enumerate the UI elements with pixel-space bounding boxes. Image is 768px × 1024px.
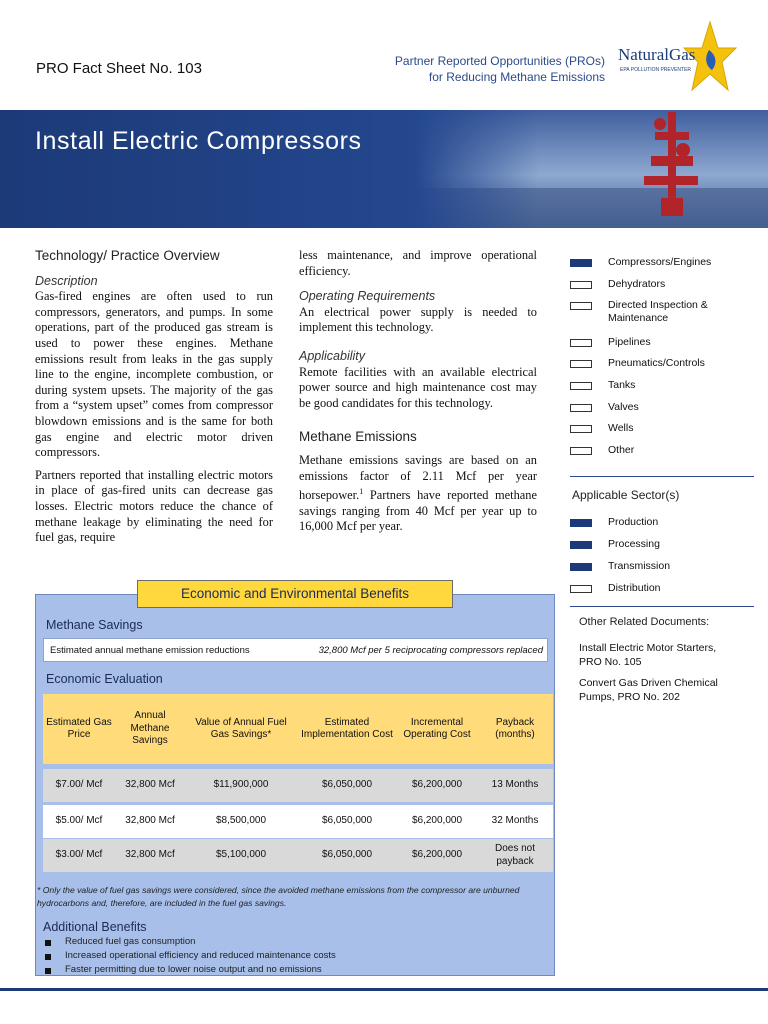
table-cell: $6,050,000 (321, 815, 373, 827)
additional-benefits-list (44, 935, 336, 977)
category-item-wells (570, 422, 633, 435)
sector-item-processing (570, 538, 660, 551)
table-cell: 13 Months (491, 779, 539, 791)
table-row (43, 805, 553, 838)
category-label: Pipelines (608, 336, 651, 348)
sectors-heading: Applicable Sector(s) (572, 488, 680, 502)
category-item-pipelines (570, 336, 651, 349)
checkbox-icon (570, 382, 592, 390)
category-label: Tanks (608, 379, 636, 391)
category-item-directed-inspection (570, 299, 738, 325)
related-document-link[interactable]: Convert Gas Driven Chemical Pumps, PRO No. 202 (579, 677, 718, 703)
title-banner (0, 110, 768, 228)
square-bullet-icon (44, 952, 52, 960)
sector-label: Transmission (608, 560, 671, 572)
column-header: Estimated Implementation Cost (301, 716, 393, 740)
checkbox-icon (570, 339, 592, 347)
operating-requirements-heading: Operating Requirements (299, 289, 436, 304)
overview-column-left (35, 248, 273, 546)
svg-text:EPA POLLUTION PREVENTER: EPA POLLUTION PREVENTER (620, 67, 692, 73)
economic-evaluation-heading: Economic Evaluation (46, 672, 163, 686)
table-cell: $6,200,000 (411, 849, 463, 861)
applicability-text: Remote facilities with an available electrical power source and high maintenance cost may be good candidates for this technology. (299, 364, 537, 410)
table-cell: $3.00/ Mcf (55, 849, 103, 861)
list-item-text: Reduced fuel gas consumption (65, 936, 196, 947)
methane-emissions-heading: Methane Emissions (299, 429, 417, 445)
column-header: Estimated Gas Price (46, 716, 112, 740)
list-item (44, 935, 336, 949)
program-title-line1: Partner Reported Opportunities (PROs) (394, 54, 605, 68)
table-cell: $6,200,000 (411, 815, 463, 827)
category-label: Dehydrators (608, 278, 666, 290)
divider (570, 476, 754, 477)
overview-column-middle (299, 248, 537, 535)
program-title (395, 53, 605, 85)
footer-rule (0, 988, 768, 991)
column-header: Payback (months) (495, 716, 535, 740)
table-cell: $5,100,000 (215, 849, 267, 861)
square-bullet-icon (44, 938, 52, 946)
list-item (44, 949, 336, 963)
description-paragraph-1: Gas-fired engines are often used to run compressors, generators, and pumps. In some operations, part of the produced gas stream is used to power these engines. Methane emissions result from leaks in the gas supply line to the engine, incomplete combustion, or during system upsets. The majority of the gas from a “system upset” comes from compressor blowdown emissions and is the same for both gas engine and electric motor driven compressors. (35, 289, 273, 460)
column-header: Value of Annual Fuel Gas Savings* (195, 716, 287, 740)
sector-label: Distribution (608, 582, 661, 594)
checkbox-icon (570, 302, 592, 310)
table-cell: $7.00/ Mcf (55, 779, 103, 791)
fact-sheet-number: PRO Fact Sheet No. 103 (36, 60, 202, 77)
overview-heading: Technology/ Practice Overview (35, 248, 220, 263)
list-item-text: Faster permitting due to lower noise output and no emissions (65, 964, 322, 975)
category-label: Compressors/Engines (608, 256, 712, 268)
related-documents-heading: Other Related Documents: (579, 616, 710, 628)
sector-item-distribution (570, 582, 661, 595)
sector-item-transmission (570, 560, 670, 573)
category-item-other (570, 444, 634, 457)
checkbox-icon (570, 585, 592, 593)
category-label: Wells (608, 422, 634, 434)
methane-emissions-text-a: Methane emissions savings are based on an emissions factor of 2.11 Mcf per year horsepower. (299, 452, 537, 503)
svg-text:NaturalGas: NaturalGas (618, 45, 696, 64)
table-cell: 32,800 Mcf (125, 779, 175, 791)
table-cell: 32,800 Mcf (125, 849, 175, 861)
benefits-title: Economic and Environmental Benefits (137, 580, 453, 608)
related-document-link[interactable]: Install Electric Motor Starters, PRO No. 105 (579, 642, 717, 668)
category-item-pneumatics (570, 357, 705, 370)
page-title: Install Electric Compressors (35, 127, 362, 155)
checkbox-icon (570, 281, 592, 289)
footnote-mark: 1 (359, 487, 364, 497)
square-bullet-icon (44, 966, 52, 974)
table-cell: Does not payback (494, 843, 536, 867)
savings-value: 32,800 Mcf per 5 reciprocating compressors replaced (318, 645, 543, 656)
table-cell: $6,200,000 (411, 779, 463, 791)
divider (570, 606, 754, 607)
description-continuation: less maintenance, and improve operational efficiency. (299, 248, 537, 278)
natural-gas-star-logo (614, 20, 738, 98)
category-label: Pneumatics/Controls (608, 357, 705, 369)
table-row (43, 839, 553, 872)
category-item-valves (570, 401, 639, 414)
category-item-dehydrators (570, 278, 665, 291)
category-label: Other (608, 444, 635, 456)
description-paragraph-2: Partners reported that installing electric motors in place of gas-fired units can decrease gas losses. Electric motors reduce the chance of methane leakage by eliminating the need for fuel gas, require (35, 467, 273, 545)
methane-emissions-text (299, 453, 537, 535)
table-cell: 32,800 Mcf (125, 815, 175, 827)
table-cell: $6,050,000 (321, 849, 373, 861)
savings-label: Estimated annual methane emission reductions (50, 645, 250, 656)
category-item-tanks (570, 379, 635, 392)
checkbox-icon (570, 259, 592, 267)
table-footnote: * Only the value of fuel gas savings were considered, since the avoided methane emissions from the compressor are unburned hydrocarbons and, therefore, are included in the fuel gas savings. (37, 885, 520, 908)
methane-emissions-text-b: Partners have reported methane savings ranging from 40 Mcf per year up to 16,000 Mcf per year. (299, 488, 537, 534)
category-label: Valves (608, 401, 639, 413)
table-cell: $6,050,000 (321, 779, 373, 791)
sector-label: Processing (608, 538, 660, 550)
table-cell: $5.00/ Mcf (55, 815, 103, 827)
column-header: Annual Methane Savings (130, 710, 170, 747)
category-label: Directed Inspection & Maintenance (608, 299, 708, 324)
table-cell: $11,900,000 (213, 779, 269, 791)
checkbox-icon (570, 563, 592, 571)
sector-item-production (570, 516, 658, 529)
category-item-compressors (570, 256, 711, 269)
checkbox-icon (570, 425, 592, 433)
methane-savings-box (43, 638, 548, 662)
description-heading: Description (35, 273, 98, 288)
additional-benefits-heading: Additional Benefits (43, 920, 147, 934)
list-item-text: Increased operational efficiency and reduced maintenance costs (65, 950, 336, 961)
program-title-line2: for Reducing Methane Emissions (428, 70, 605, 84)
table-cell: 32 Months (491, 815, 539, 827)
table-header-row (43, 694, 553, 764)
table-row (43, 769, 553, 802)
methane-savings-heading: Methane Savings (46, 618, 143, 632)
list-item (44, 963, 336, 977)
checkbox-icon (570, 519, 592, 527)
operating-requirements-text: An electrical power supply is needed to implement this technology. (299, 304, 537, 335)
checkbox-icon (570, 447, 592, 455)
applicability-heading: Applicability (299, 348, 366, 363)
wellhead-photo (415, 110, 768, 228)
checkbox-icon (570, 541, 592, 549)
checkbox-icon (570, 360, 592, 368)
column-header: Incremental Operating Cost (403, 716, 471, 740)
checkbox-icon (570, 404, 592, 412)
table-cell: $8,500,000 (215, 815, 267, 827)
sector-label: Production (608, 516, 659, 528)
